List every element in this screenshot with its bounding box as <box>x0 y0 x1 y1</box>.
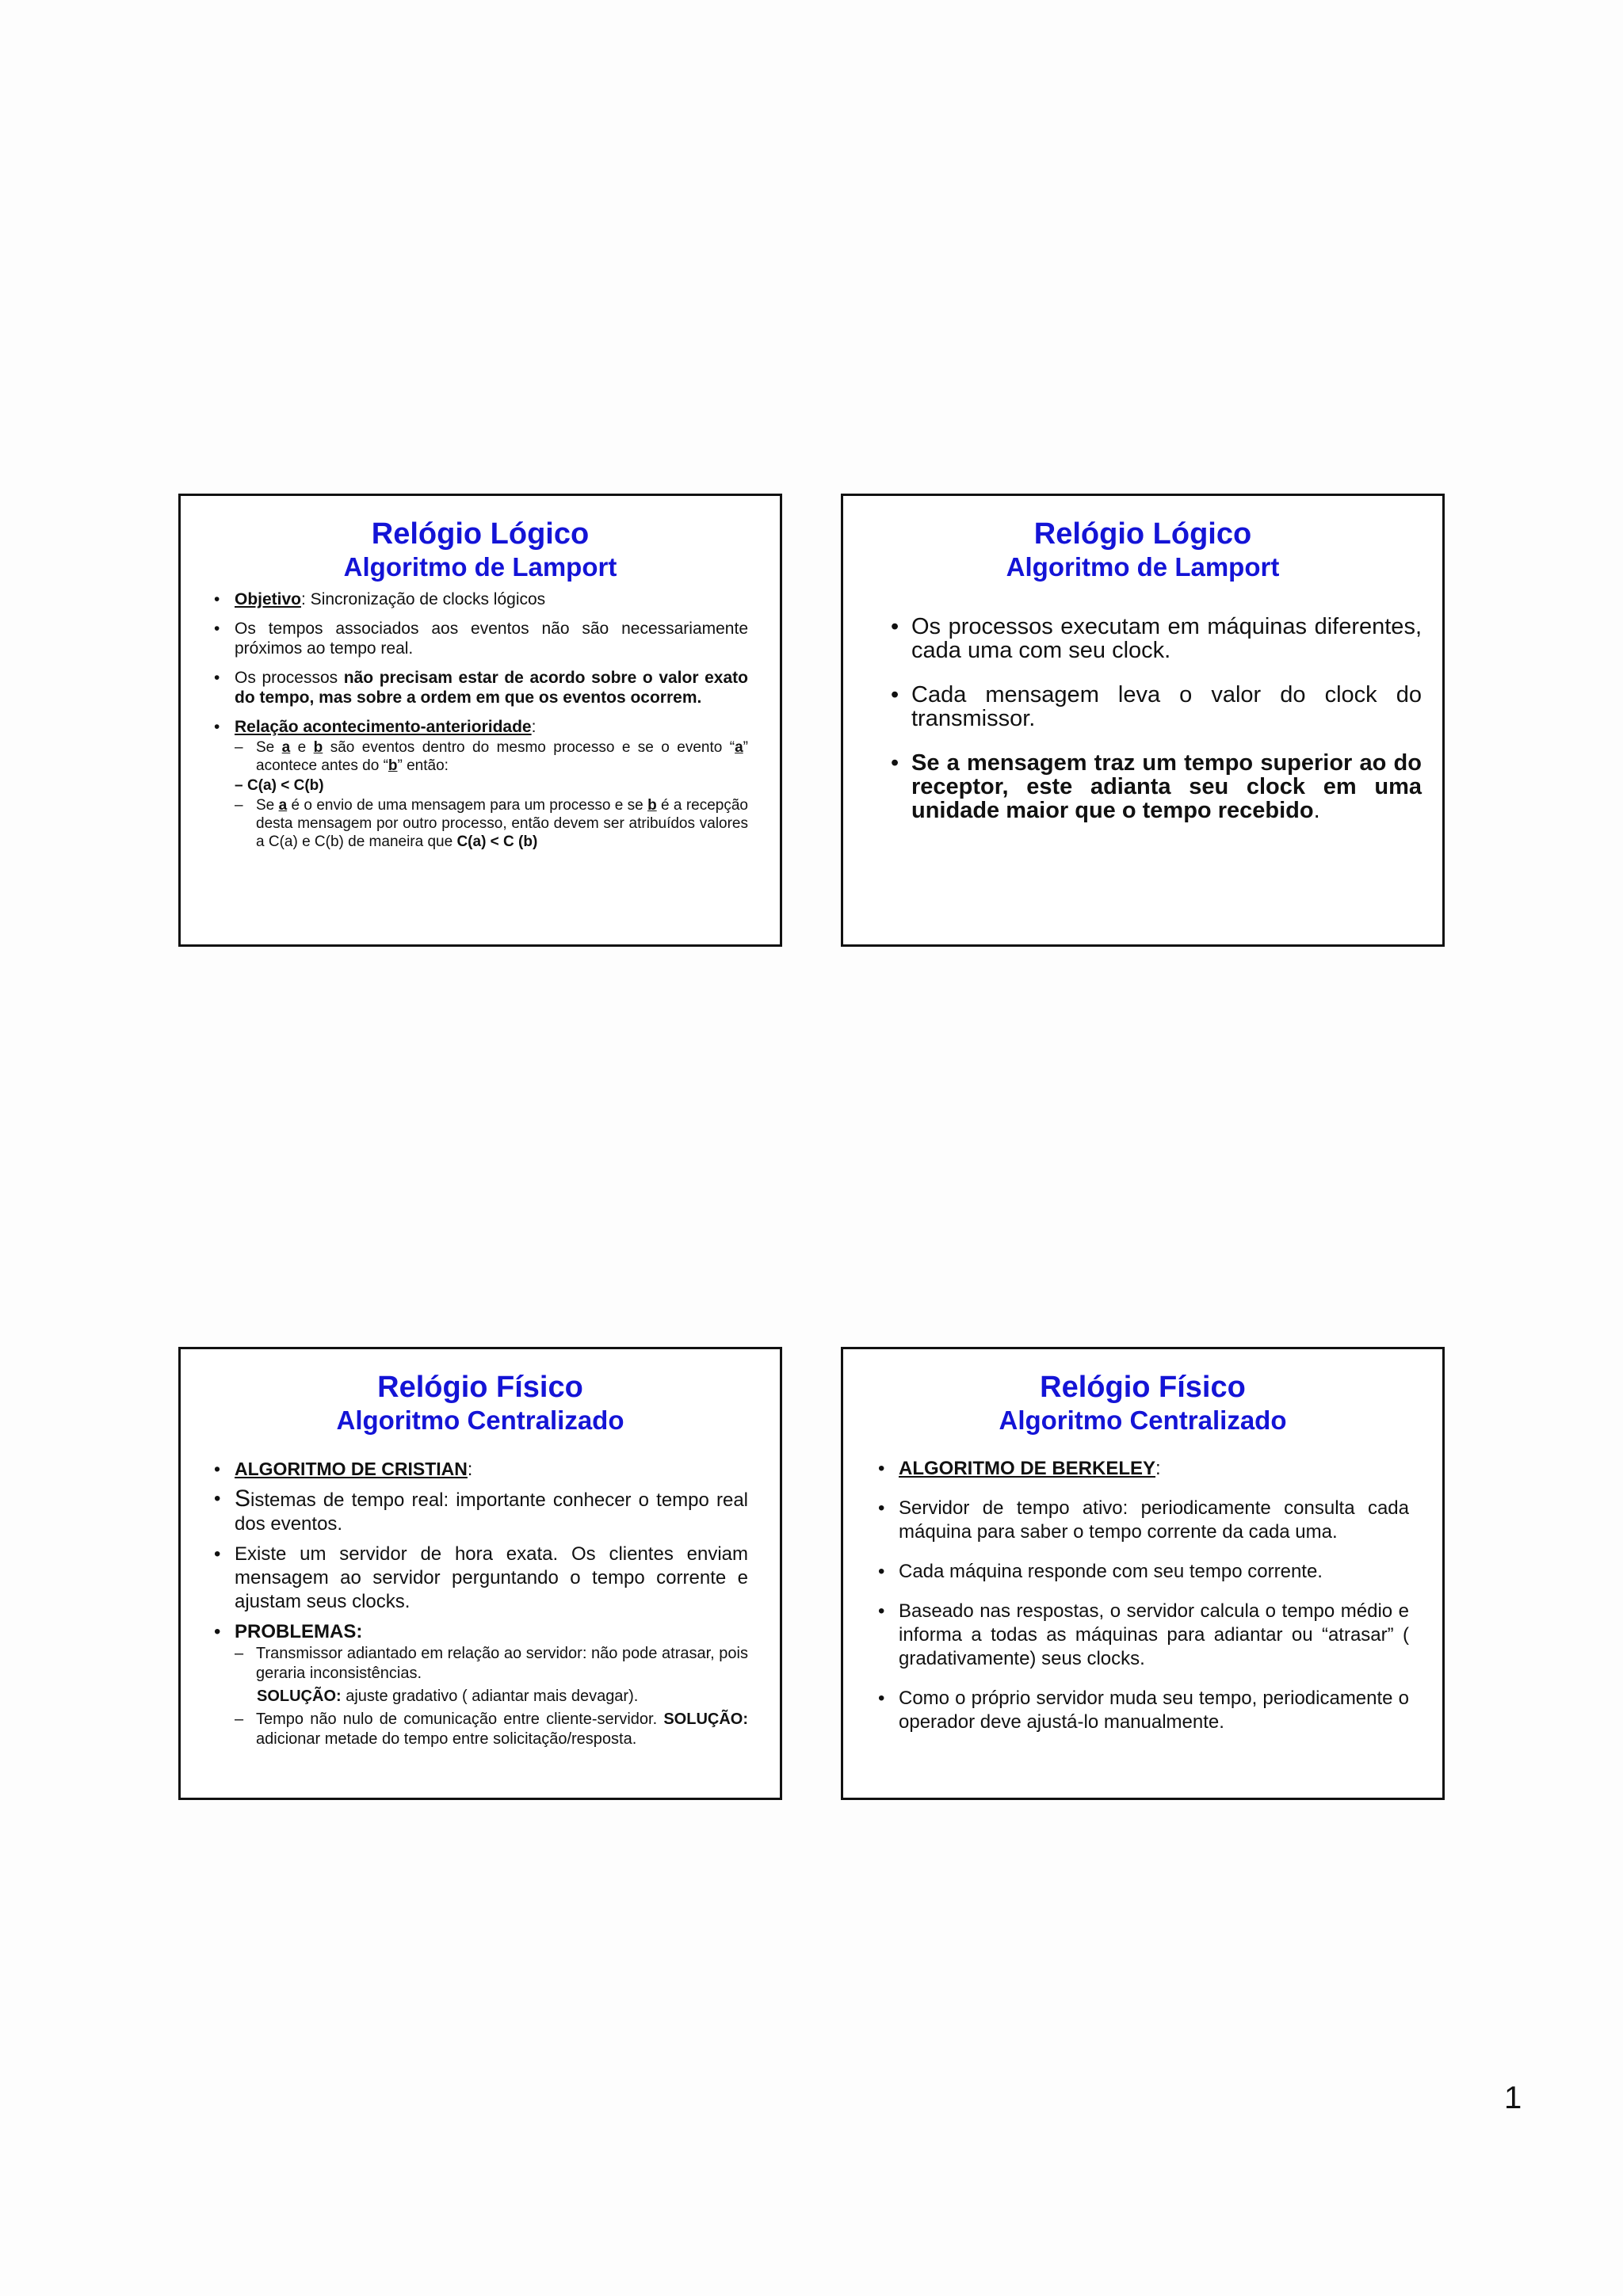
bullet-baseado: • Baseado nas respostas, o servidor calcula o tempo médio e informa a todas as máquinas para adiantar ou “atrasar” ( gradativamente) seus clocks. <box>876 1600 1409 1671</box>
bullet-como: • Como o próprio servidor muda seu tempo, periodicamente o operador deve ajustá-lo manualmente. <box>876 1687 1409 1734</box>
label-objetivo: Objetivo <box>235 590 302 608</box>
slide-header <box>181 517 780 583</box>
bullet-receptor <box>888 751 1422 822</box>
bullet-list <box>876 1457 1409 1734</box>
slide-title: Relógio Físico <box>1040 1371 1246 1404</box>
sub-text: ” então: <box>397 757 449 774</box>
label-berkeley: ALGORITMO DE BERKELEY <box>899 1458 1156 1479</box>
sub-item-eventos <box>235 738 748 775</box>
slide-subtitle: Algoritmo Centralizado <box>999 1405 1287 1435</box>
sub-item-tempo <box>235 1710 748 1749</box>
sub-text: é a recepção desta mensagem por outro processo, então devem ser atribuídos valores a C(a) e C(b) de maneira que <box>256 797 748 850</box>
sub-text: ” acontece antes do “ <box>256 739 748 774</box>
event-b: b <box>388 757 398 774</box>
bullet-problemas <box>212 1620 748 1749</box>
slide-relogio-logico-1 <box>178 494 782 947</box>
bullet-servidor: • Existe um servidor de hora exata. Os clientes enviam mensagem ao servidor perguntando o tempo corrente e ajustam seus clocks. <box>212 1543 748 1614</box>
sub-text: Se <box>256 797 279 814</box>
slide-header <box>181 1370 780 1436</box>
first-letter: S <box>235 1486 251 1512</box>
slide-body <box>876 1457 1409 1750</box>
sub-item-transmissor: – Transmissor adiantado em relação ao servidor: não pode atrasar, pois geraria inconsistências. <box>235 1644 748 1684</box>
formula-text: C(a) < C(b) <box>247 777 324 794</box>
slide-body <box>212 589 748 860</box>
bullet-relacao <box>212 717 748 851</box>
bullet-list <box>212 589 748 851</box>
sub-list <box>235 1644 748 1684</box>
slide-header <box>843 517 1442 583</box>
formula <box>235 776 748 795</box>
bullet-processos <box>212 668 748 707</box>
slide-title: Relógio Lógico <box>1033 517 1252 551</box>
text-objetivo: : Sincronização de clocks lógicos <box>301 590 546 608</box>
text-processos-bold: não precisam estar de acordo sobre o valor exato do tempo, mas sobre a ordem em que os eventos ocorrem. <box>235 669 748 707</box>
formula-inline: C(a) < C (b) <box>456 833 538 850</box>
slide-header <box>843 1370 1442 1436</box>
text-solucao: ajuste gradativo ( adiantar mais devagar). <box>341 1688 639 1705</box>
sub-text: adicionar metade do tempo entre solicitação/resposta. <box>256 1730 637 1748</box>
bullet-mensagem: • Cada mensagem leva o valor do clock do transmissor. <box>888 683 1422 730</box>
sub-text: é o envio de uma mensagem para um processo e se <box>287 797 648 814</box>
event-b: b <box>313 739 323 756</box>
sub-text: Tempo não nulo de comunicação entre cliente-servidor. <box>256 1711 664 1728</box>
text-processos: Os processos <box>235 669 344 687</box>
bullet-cristian <box>212 1457 748 1481</box>
text-receptor-bold: Se a mensagem traz um tempo superior ao do receptor, este adianta seu clock em uma unidade maior que o tempo recebido <box>911 750 1422 823</box>
slide-body <box>888 615 1422 843</box>
bullet-servidor-ativo: • Servidor de tempo ativo: periodicamente consulta cada máquina para saber o tempo corrente da cada uma. <box>876 1497 1409 1544</box>
bullet-objetivo <box>212 589 748 609</box>
page-number: 1 <box>1504 2081 1522 2115</box>
text-sistemas: istemas de tempo real: importante conhecer o tempo real dos eventos. <box>235 1489 748 1535</box>
event-a: a <box>735 739 743 756</box>
slide-subtitle: Algoritmo Centralizado <box>336 1405 624 1435</box>
label-solucao: SOLUÇÃO: <box>663 1711 748 1728</box>
sub-item-envio <box>235 796 748 851</box>
slide-body <box>212 1457 748 1756</box>
slide-relogio-fisico-1 <box>178 1347 782 1800</box>
slide-title: Relógio Lógico <box>371 517 590 551</box>
event-b: b <box>647 797 657 814</box>
berkeley-colon: : <box>1155 1458 1161 1479</box>
bullet-list <box>212 1457 748 1749</box>
text-receptor-end: . <box>1313 798 1320 823</box>
bullet-sistemas <box>212 1487 748 1536</box>
event-a: a <box>278 797 288 814</box>
bullet-berkeley <box>876 1457 1409 1481</box>
bullet-cada-maquina: • Cada máquina responde com seu tempo corrente. <box>876 1560 1409 1584</box>
bullet-list <box>888 615 1422 822</box>
solution-line <box>235 1687 748 1707</box>
label-cristian: ALGORITMO DE CRISTIAN <box>235 1459 468 1479</box>
sub-list <box>235 738 748 851</box>
slide-relogio-logico-2 <box>841 494 1445 947</box>
sub-text: são eventos dentro do mesmo processo e se o evento “ <box>323 739 735 756</box>
event-a: a <box>281 739 291 756</box>
slide-title: Relógio Físico <box>377 1371 583 1404</box>
text-tempos: Os tempos associados aos eventos não são necessariamente próximos ao tempo real. <box>235 620 748 658</box>
label-solucao: SOLUÇÃO: <box>257 1688 342 1705</box>
bullet-processos: • Os processos executam em máquinas diferentes, cada uma com seu clock. <box>888 615 1422 662</box>
label-problemas: PROBLEMAS: <box>235 1621 363 1642</box>
sub-text: e <box>290 739 314 756</box>
slide-subtitle: Algoritmo de Lamport <box>343 552 617 582</box>
label-relacao: Relação acontecimento-anterioridade <box>235 718 532 736</box>
slide-relogio-fisico-2 <box>841 1347 1445 1800</box>
slide-subtitle: Algoritmo de Lamport <box>1006 552 1280 582</box>
relacao-colon: : <box>531 718 537 736</box>
cristian-colon: : <box>467 1459 473 1479</box>
sub-list <box>235 1710 748 1749</box>
sub-text: Se <box>256 739 282 756</box>
bullet-tempos <box>212 619 748 658</box>
